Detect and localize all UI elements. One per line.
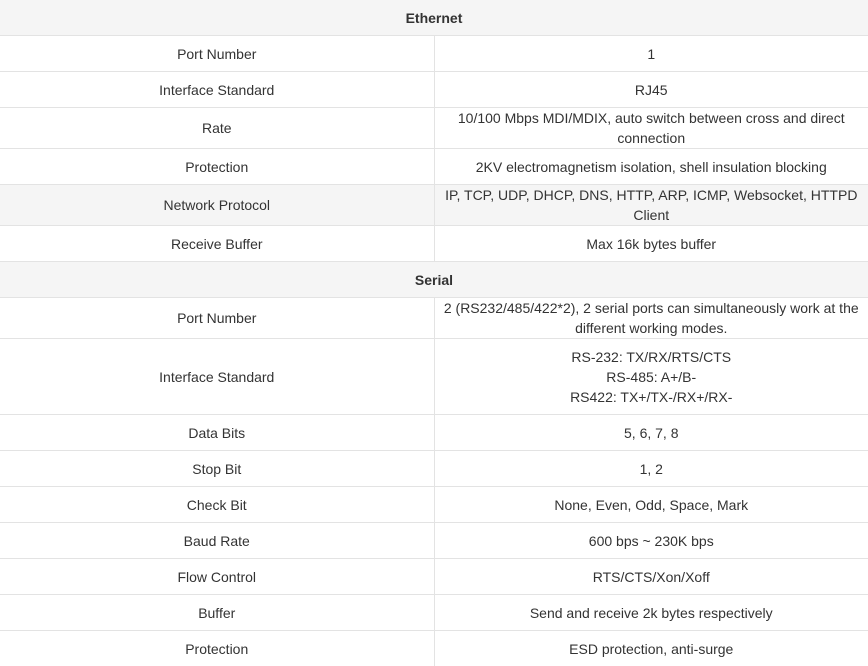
row-label: Protection bbox=[0, 631, 434, 666]
row-label: Port Number bbox=[0, 36, 434, 72]
row-value: 1 bbox=[434, 36, 868, 72]
section-header-serial bbox=[0, 262, 868, 298]
table-row bbox=[0, 339, 868, 415]
row-value: 600 bps ~ 230K bps bbox=[434, 523, 868, 559]
table-row bbox=[0, 631, 868, 666]
table-row bbox=[0, 595, 868, 631]
row-label: Protection bbox=[0, 149, 434, 185]
table-row bbox=[0, 108, 868, 149]
row-label: Interface Standard bbox=[0, 339, 434, 415]
table-row bbox=[0, 226, 868, 262]
row-label: Baud Rate bbox=[0, 523, 434, 559]
row-label: Network Protocol bbox=[0, 185, 434, 226]
row-label: Stop Bit bbox=[0, 451, 434, 487]
row-value: Send and receive 2k bytes respectively bbox=[434, 595, 868, 631]
table-row bbox=[0, 298, 868, 339]
table-row bbox=[0, 36, 868, 72]
row-label: Data Bits bbox=[0, 415, 434, 451]
table-row bbox=[0, 72, 868, 108]
section-title: Ethernet bbox=[0, 0, 868, 36]
section-title: Serial bbox=[0, 262, 868, 298]
table-row bbox=[0, 149, 868, 185]
row-value: Max 16k bytes buffer bbox=[434, 226, 868, 262]
table-row bbox=[0, 487, 868, 523]
row-value: 5, 6, 7, 8 bbox=[434, 415, 868, 451]
value-line: RS-485: A+/B- bbox=[435, 367, 868, 387]
row-value: 10/100 Mbps MDI/MDIX, auto switch between cross and direct connection bbox=[434, 108, 868, 149]
table-row-highlighted bbox=[0, 185, 868, 226]
table-row bbox=[0, 415, 868, 451]
row-value: 1, 2 bbox=[434, 451, 868, 487]
row-label: Interface Standard bbox=[0, 72, 434, 108]
row-label: Port Number bbox=[0, 298, 434, 339]
row-label: Check Bit bbox=[0, 487, 434, 523]
row-label: Rate bbox=[0, 108, 434, 149]
row-value: IP, TCP, UDP, DHCP, DNS, HTTP, ARP, ICMP, Websocket, HTTPD Client bbox=[434, 185, 868, 226]
row-value: ESD protection, anti-surge bbox=[434, 631, 868, 666]
table-row bbox=[0, 559, 868, 595]
row-label: Buffer bbox=[0, 595, 434, 631]
value-line: RS422: TX+/TX-/RX+/RX- bbox=[435, 387, 868, 407]
row-value: RJ45 bbox=[434, 72, 868, 108]
row-value: 2KV electromagnetism isolation, shell insulation blocking bbox=[434, 149, 868, 185]
row-label: Flow Control bbox=[0, 559, 434, 595]
row-label: Receive Buffer bbox=[0, 226, 434, 262]
section-header-ethernet bbox=[0, 0, 868, 36]
value-line: RS-232: TX/RX/RTS/CTS bbox=[435, 347, 868, 367]
table-row bbox=[0, 451, 868, 487]
row-value-multiline bbox=[434, 339, 868, 415]
row-value: 2 (RS232/485/422*2), 2 serial ports can simultaneously work at the different working modes. bbox=[434, 298, 868, 339]
row-value: RTS/CTS/Xon/Xoff bbox=[434, 559, 868, 595]
table-row bbox=[0, 523, 868, 559]
row-value: None, Even, Odd, Space, Mark bbox=[434, 487, 868, 523]
